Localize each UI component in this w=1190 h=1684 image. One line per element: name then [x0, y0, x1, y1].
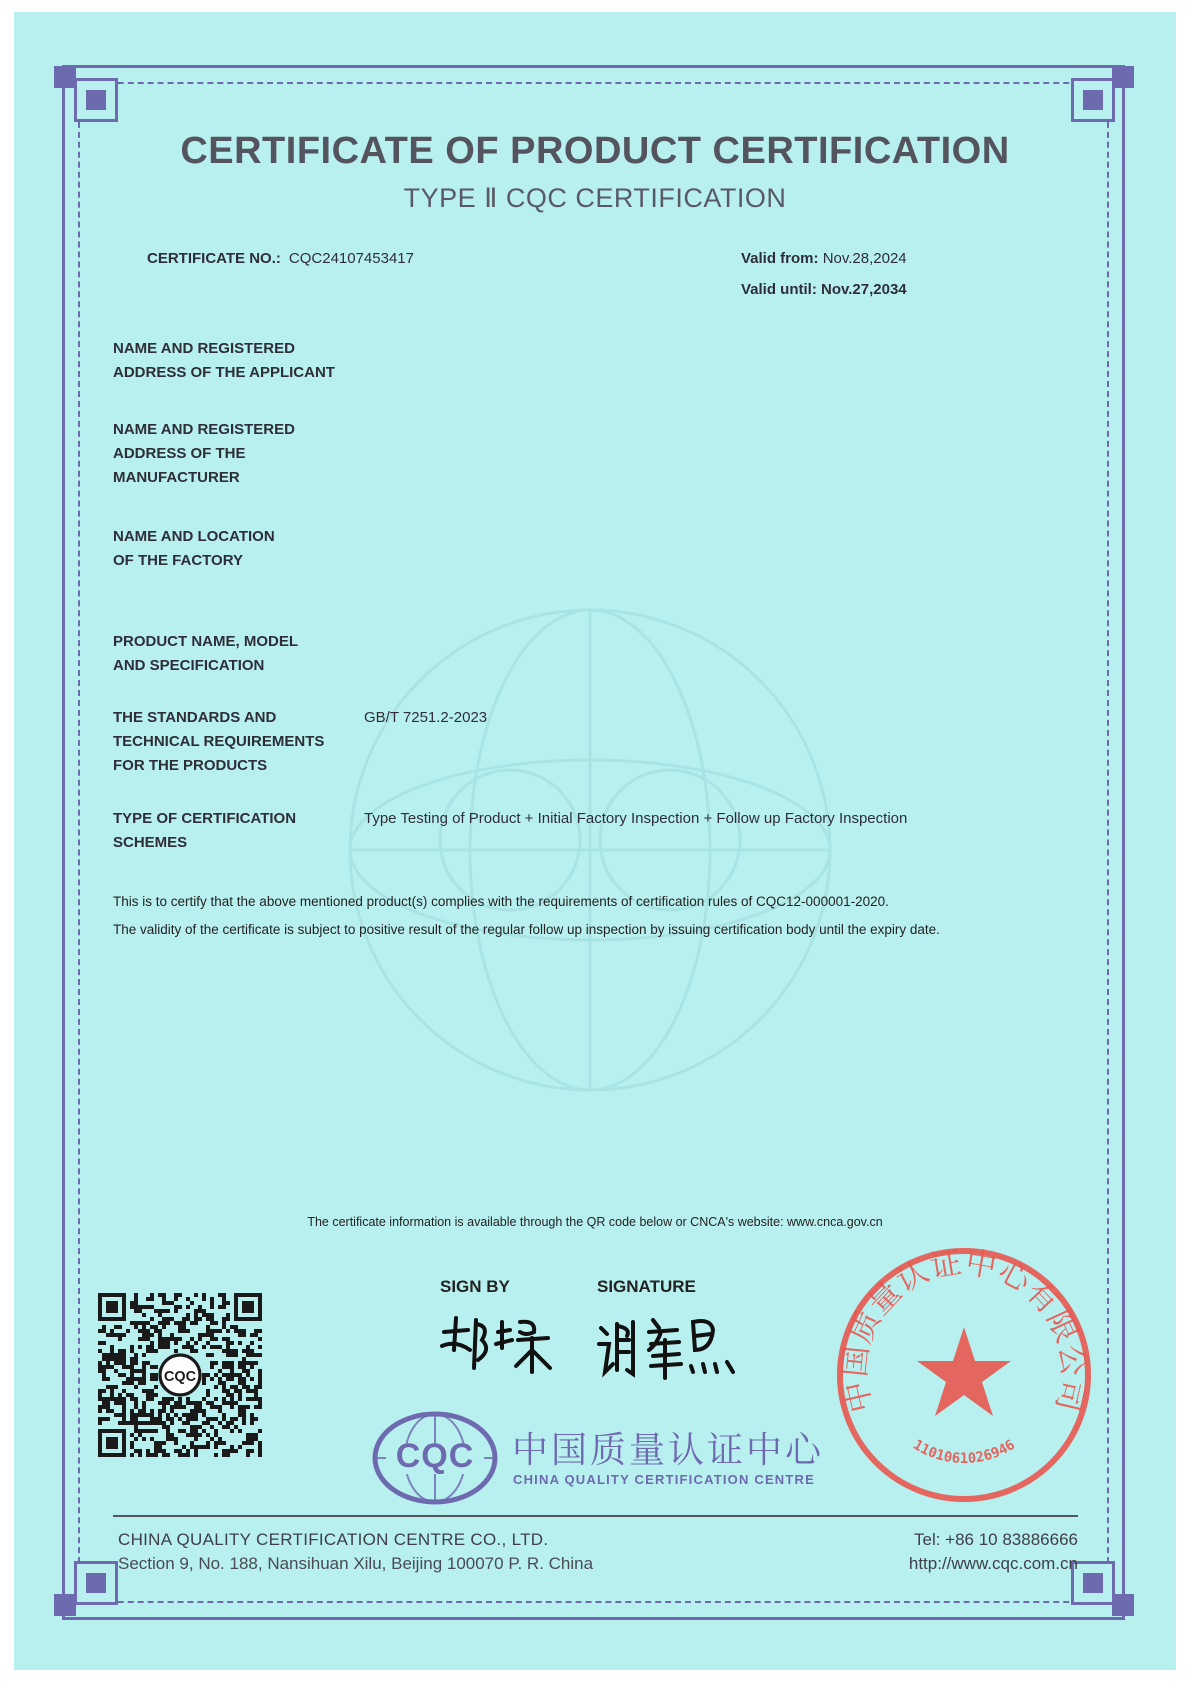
certificate-number-label: CERTIFICATE NO.:	[147, 250, 281, 267]
corner-ornament-tr	[1071, 78, 1115, 122]
footer-website-link[interactable]: http://www.cqc.com.cn	[908, 1554, 1078, 1573]
footer-divider	[113, 1515, 1078, 1517]
qr-center-logo	[160, 1355, 200, 1395]
factory-label: NAME AND LOCATION OF THE FACTORY	[113, 528, 275, 569]
qr-code[interactable]	[98, 1293, 262, 1457]
svg-text:CQC: CQC	[164, 1369, 196, 1385]
valid-from-label: Valid from:	[741, 250, 819, 267]
seal-text: 中国质量认证中心有限公司	[837, 1244, 1091, 1416]
scheme-label: TYPE OF CERTIFICATION SCHEMES	[113, 810, 297, 851]
corner-ornament-tl	[74, 78, 118, 122]
chinese-org-name: 中国质量认证中心	[512, 1430, 825, 1471]
signature-handwritten-2	[595, 1310, 745, 1385]
certificate-number	[147, 250, 414, 267]
valid-from-value: Nov.28,2024	[822, 250, 907, 267]
standards-label: THE STANDARDS AND TECHNICAL REQUIREMENTS FOR THE PRODUCTS	[113, 709, 325, 774]
qr-info-line: The certificate information is available through the QR code below or CNCA's website: www.cnca.gov.cn	[307, 1215, 883, 1229]
page-title: CERTIFICATE OF PRODUCT CERTIFICATION	[180, 130, 1010, 172]
english-org-name: CHINA QUALITY CERTIFICATION CENTRE	[513, 1472, 815, 1487]
corner-square-tl	[54, 66, 76, 88]
statement-line-1: This is to certify that the above mentioned product(s) complies with the requirements of certification rules of CQC12-000001-2020.	[113, 894, 889, 909]
page-subtitle: TYPE Ⅱ CQC CERTIFICATION	[403, 183, 787, 213]
sign-by-label: SIGN BY	[440, 1277, 510, 1296]
qr-finder-pattern	[100, 1431, 124, 1455]
corner-square-tr	[1112, 66, 1134, 88]
valid-until-label: Valid until:	[741, 281, 817, 298]
qr-finder-pattern	[100, 1295, 124, 1319]
statement-line-2: The validity of the certificate is subject to positive result of the regular follow up inspection by issuing certification body until the expiry date.	[113, 922, 940, 937]
footer-phone: Tel: +86 10 83886666	[913, 1530, 1078, 1549]
manufacturer-label: NAME AND REGISTERED ADDRESS OF THE MANUFACTURER	[113, 421, 295, 486]
applicant-label: NAME AND REGISTERED ADDRESS OF THE APPLICANT	[113, 340, 335, 381]
scheme-value: Type Testing of Product + Initial Factory Inspection + Follow up Factory Inspection	[364, 810, 908, 827]
valid-from	[741, 250, 907, 267]
corner-square-br	[1112, 1594, 1134, 1616]
corner-square-bl	[54, 1594, 76, 1616]
footer-address: Section 9, No. 188, Nansihuan Xilu, Beijing 100070 P. R. China	[118, 1554, 594, 1573]
product-label: PRODUCT NAME, MODEL AND SPECIFICATION	[113, 633, 298, 674]
cqc-logo-mark: CQC	[395, 1437, 475, 1475]
signature-handwritten-1	[436, 1310, 556, 1380]
footer-company: CHINA QUALITY CERTIFICATION CENTRE CO., LTD.	[118, 1530, 549, 1549]
svg-text:1101061026946	[910, 1437, 1018, 1467]
qr-finder-pattern	[236, 1295, 260, 1319]
valid-until	[741, 281, 907, 298]
signature-label: SIGNATURE	[597, 1277, 696, 1296]
official-seal-stamp	[832, 1243, 1096, 1507]
valid-until-value: Nov.27,2034	[821, 281, 907, 298]
corner-ornament-bl	[74, 1561, 118, 1605]
seal-number: 1101061026946	[910, 1436, 1018, 1468]
certificate-number-value: CQC24107453417	[288, 250, 414, 267]
standards-value: GB/T 7251.2-2023	[364, 709, 488, 726]
